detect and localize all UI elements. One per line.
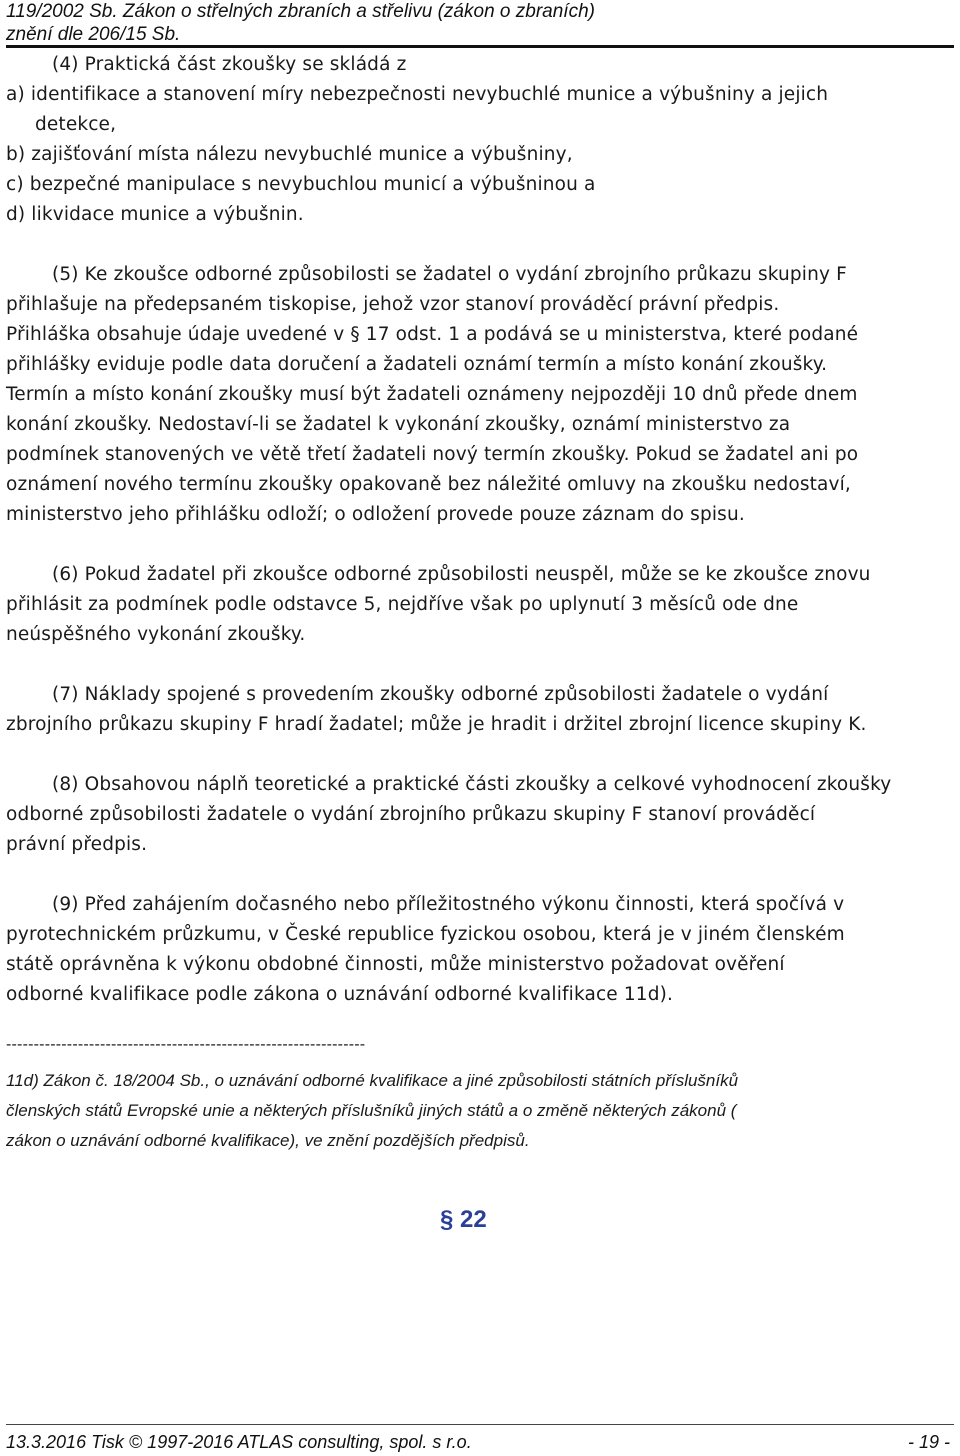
footnote — [6, 1066, 946, 1156]
print-info: 13.3.2016 Tisk © 1997-2016 ATLAS consulting, spol. s r.o. — [6, 1432, 472, 1452]
paragraph-8 — [6, 770, 956, 860]
paragraph-7 — [6, 680, 956, 740]
paragraph-line: (8) Obsahovou náplň teoretické a praktické části zkoušky a celkové vyhodnocení zkoušky — [52, 774, 892, 795]
paragraph-9 — [6, 890, 956, 1010]
paragraph-6 — [6, 560, 956, 650]
paragraph-line: odborné kvalifikace podle zákona o uznávání odborné kvalifikace 11d). — [6, 984, 673, 1005]
paragraph-4 — [6, 50, 956, 230]
header-rule — [6, 45, 954, 48]
paragraph-line: oznámení nového termínu zkoušky opakovaně bez náležité omluvy na zkoušku nedostaví, — [6, 474, 851, 495]
version-note: znění dle 206/15 Sb. — [6, 24, 181, 45]
paragraph-line: (7) Náklady spojené s provedením zkoušky odborné způsobilosti žadatele o vydání — [52, 684, 829, 705]
paragraph-line: (4) Praktická část zkoušky se skládá z — [52, 54, 407, 75]
paragraph-line: přihlášky eviduje podle data doručení a žadateli oznámí termín a místo konání zkoušky. — [6, 354, 828, 375]
paragraph-line: Termín a místo konání zkoušky musí být žadateli oznámeny nejpozději 10 dnů přede dnem — [6, 384, 858, 405]
paragraph-line: b) zajišťování místa nálezu nevybuchlé munice a výbušniny, — [6, 144, 573, 165]
paragraph-line: podmínek stanovených ve větě třetí žadateli nový termín zkoušky. Pokud se žadatel ani po — [6, 444, 859, 465]
footer-rule — [6, 1424, 954, 1425]
paragraph-line: a) identifikace a stanovení míry nebezpečnosti nevybuchlé munice a výbušniny a jejich — [6, 84, 829, 105]
footnote-line: členských států Evropské unie a některých příslušníků jiných států a o změně některých zákonů ( — [6, 1101, 737, 1120]
paragraph-line: přihlašuje na předepsaném tiskopise, jehož vzor stanoví prováděcí právní předpis. — [6, 294, 780, 315]
paragraph-line: c) bezpečné manipulace s nevybuchlou municí a výbušninou a — [6, 174, 596, 195]
paragraph-line: konání zkoušky. Nedostaví-li se žadatel k vykonání zkoušky, oznámí ministerstvo za — [6, 414, 791, 435]
paragraph-line: Přihláška obsahuje údaje uvedené v § 17 odst. 1 a podává se u ministerstva, které podané — [6, 324, 859, 345]
paragraph-line: pyrotechnickém průzkumu, v České republice fyzickou osobou, která je v jiném členském — [6, 924, 845, 945]
footnote-line: 11d) Zákon č. 18/2004 Sb., o uznávání odborné kvalifikace a jiné způsobilosti státních příslušníků — [6, 1071, 739, 1090]
paragraph-line: odborné způsobilosti žadatele o vydání zbrojního průkazu skupiny F stanoví prováděcí — [6, 804, 816, 825]
paragraph-line: neúspěšného vykonání zkoušky. — [6, 624, 306, 645]
document-header — [6, 0, 954, 46]
page-number: - 19 - — [907, 1432, 950, 1452]
paragraph-line: ministerstvo jeho přihlášku odloží; o odložení provede pouze záznam do spisu. — [6, 504, 745, 525]
paragraph-5 — [6, 260, 956, 530]
paragraph-line: (5) Ke zkoušce odborné způsobilosti se žadatel o vydání zbrojního průkazu skupiny F — [52, 264, 847, 285]
paragraph-line: přihlásit za podmínek podle odstavce 5, nejdříve však po uplynutí 3 měsíců ode dne — [6, 594, 799, 615]
paragraph-line: detekce, — [35, 114, 117, 135]
footnote-divider: ----------------------------------------------------------------- — [6, 1036, 366, 1053]
law-title: 119/2002 Sb. Zákon o střelných zbraních a střelivu (zákon o zbraních) — [6, 1, 595, 22]
paragraph-line: (6) Pokud žadatel při zkoušce odborné způsobilosti neuspěl, může se ke zkoušce znovu — [52, 564, 871, 585]
footnote-line: zákon o uznávání odborné kvalifikace), ve znění pozdějších předpisů. — [6, 1131, 530, 1150]
paragraph-line: zbrojního průkazu skupiny F hradí žadatel; může je hradit i držitel zbrojní licence skupiny K. — [6, 714, 867, 735]
page-footer — [6, 1431, 950, 1453]
paragraph-line: právní předpis. — [6, 834, 148, 855]
paragraph-line: státě oprávněna k výkonu obdobné činnosti, může ministerstvo požadovat ověření — [6, 954, 785, 975]
section-heading: § 22 — [440, 1206, 487, 1233]
document-body — [6, 50, 956, 1010]
paragraph-line: (9) Před zahájením dočasného nebo příležitostného výkonu činnosti, která spočívá v — [52, 894, 845, 915]
paragraph-line: d) likvidace munice a výbušnin. — [6, 204, 304, 225]
